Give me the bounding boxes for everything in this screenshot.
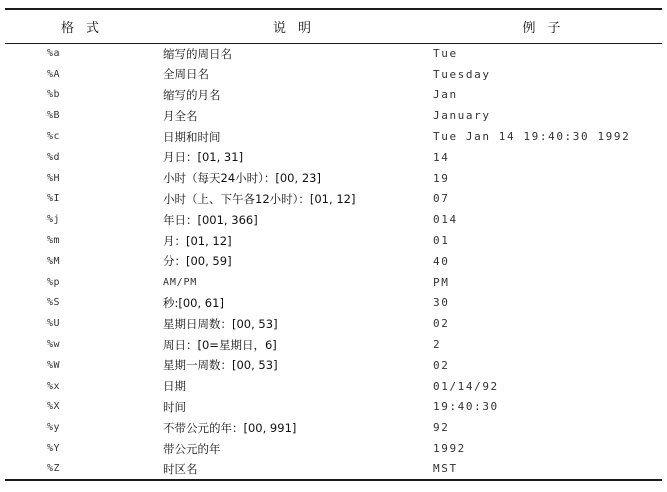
format-cell: %A <box>47 68 61 80</box>
example-cell: PM <box>433 275 450 289</box>
description-cell: 周日：[0=星期日，6] <box>163 337 277 352</box>
header-format: 格式 <box>5 9 163 43</box>
example-cell: Jan <box>433 88 458 102</box>
format-cell: %B <box>47 110 61 122</box>
description-cell: 缩写的月名 <box>163 87 221 102</box>
description-cell: 日期 <box>163 379 186 394</box>
example-cell: 01 <box>433 234 450 248</box>
description-cell: 时区名 <box>163 459 433 480</box>
table-row <box>5 209 662 230</box>
description-cell: 不带公元的年：[00, 991] <box>163 420 297 435</box>
format-cell: %S <box>47 297 61 309</box>
description-cell: 月：[01, 12] <box>163 233 232 248</box>
format-cell: %d <box>47 151 61 163</box>
table-row <box>5 251 662 272</box>
example-cell: MST <box>433 459 662 480</box>
description-cell: 缩写的周日名 <box>163 46 232 61</box>
description-cell: 秒:[00, 61] <box>163 295 224 310</box>
format-cell: %a <box>47 48 61 60</box>
format-cell: %y <box>47 422 61 434</box>
table-row <box>5 293 662 314</box>
description-cell: 带公元的年 <box>163 441 221 456</box>
description-cell: 星期一周数：[00, 53] <box>163 358 278 373</box>
description-cell: 全周日名 <box>163 67 209 82</box>
table-row <box>5 230 662 251</box>
example-cell: 02 <box>433 317 450 331</box>
format-cell: %p <box>47 276 61 288</box>
description-cell: 小时（上、下午各12小时）：[01, 12] <box>163 191 356 206</box>
example-cell: 1992 <box>433 442 466 456</box>
example-cell: Tue Jan 14 19:40:30 1992 <box>433 130 631 144</box>
format-cell: %c <box>47 131 61 143</box>
format-cell: %H <box>47 172 61 184</box>
example-cell: Tuesday <box>433 67 491 81</box>
example-cell: 92 <box>433 421 450 435</box>
example-cell: 14 <box>433 150 450 164</box>
format-cell: %W <box>47 359 61 371</box>
description-cell: 时间 <box>163 399 186 414</box>
format-cell: %Y <box>47 443 61 455</box>
table-row <box>5 397 662 418</box>
table-row <box>5 189 662 210</box>
header-example: 例子 <box>433 9 662 43</box>
table-row <box>5 355 662 376</box>
example-cell: 2 <box>433 338 442 352</box>
example-cell: January <box>433 109 491 123</box>
format-cell: %X <box>47 401 61 413</box>
example-cell: 07 <box>433 192 450 206</box>
table-row <box>5 313 662 334</box>
description-cell: 小时（每天24小时）：[00, 23] <box>163 171 321 186</box>
description-cell: AM/PM <box>163 276 198 288</box>
example-cell: 40 <box>433 254 450 268</box>
format-cell: %U <box>47 318 61 330</box>
format-cell: %Z <box>5 459 163 480</box>
table-row <box>5 438 662 459</box>
table-row <box>5 126 662 147</box>
description-cell: 分：[00, 59] <box>163 254 232 269</box>
table-row <box>5 459 662 480</box>
description-cell: 月日：[01, 31] <box>163 150 244 165</box>
example-cell: 19 <box>433 171 450 185</box>
description-cell: 日期和时间 <box>163 129 221 144</box>
format-cell: %x <box>47 380 61 392</box>
table-header-row <box>5 9 662 43</box>
format-cell: %b <box>47 89 61 101</box>
table-row <box>5 64 662 85</box>
table-row <box>5 105 662 126</box>
table-row <box>5 85 662 106</box>
description-cell: 月全名 <box>163 108 198 123</box>
example-cell: 02 <box>433 358 450 372</box>
format-cell: %j <box>47 214 61 226</box>
table-row <box>5 334 662 355</box>
description-cell: 星期日周数：[00, 53] <box>163 316 278 331</box>
description-cell: 年日：[001, 366] <box>163 212 258 227</box>
example-cell: 30 <box>433 296 450 310</box>
example-cell: 014 <box>433 213 458 227</box>
format-table <box>5 8 662 481</box>
table-row <box>5 147 662 168</box>
table-row <box>5 168 662 189</box>
table-row <box>5 272 662 293</box>
format-cell: %I <box>47 193 61 205</box>
format-cell: %M <box>47 255 61 267</box>
example-cell: 01/14/92 <box>433 379 499 393</box>
table-row <box>5 417 662 438</box>
table-row <box>5 43 662 64</box>
format-cell: %w <box>47 339 61 351</box>
header-description: 说明 <box>163 9 433 43</box>
table-row <box>5 376 662 397</box>
format-cell: %m <box>47 235 61 247</box>
example-cell: 19:40:30 <box>433 400 499 414</box>
example-cell: Tue <box>433 47 458 61</box>
